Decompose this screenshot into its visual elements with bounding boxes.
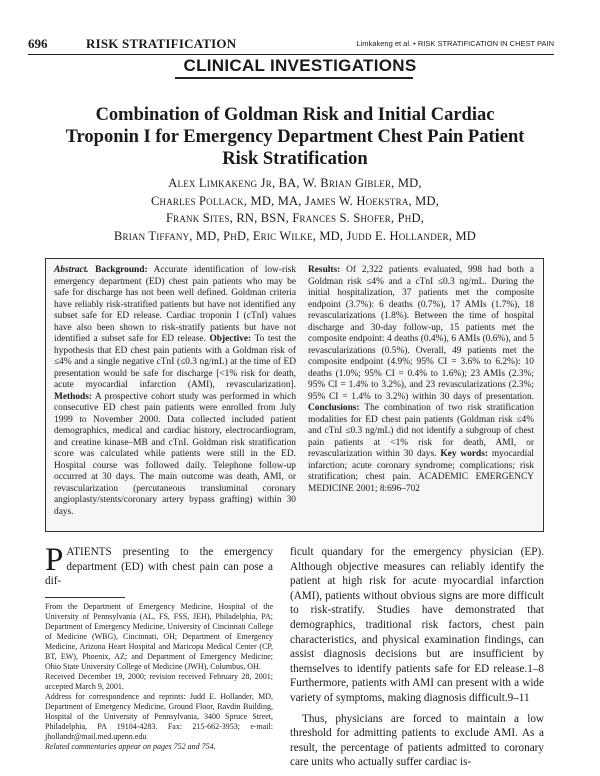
results-label: Results: <box>308 265 341 275</box>
background-label: Background: <box>95 265 148 275</box>
affiliation-text: From the Department of Emergency Medicine, Hospital of the University of Pennsylvania (AL, FS, FSS, JEH), Philadelphia, PA; Department of Emergency Medicine, University of Cincinnati College of Medicine (WBG), Cincinnati, OH; Department of Emergency Medicine, Arizona Heart Hospital and Maricopa Medical Center (CP, BT, EW), Phoenix, AZ; and Department of Emergency Medicine; Ohio State University College of Medicine (JWH), Columbus, OH. <box>45 601 273 671</box>
author-line: Brian Tiffany, MD, PhD, Eric Wilke, MD, Judd E. Hollander, MD <box>113 228 477 243</box>
running-head-left: RISK STRATIFICATION <box>86 36 237 51</box>
abstract-box <box>45 258 544 532</box>
intro-text: ATIENTS presenting to the emergency department (ED) with chest pain can pose a dif- <box>45 546 273 588</box>
body-column-right <box>290 545 544 770</box>
section-label: CLINICAL INVESTIGATIONS <box>183 56 417 75</box>
header-rule <box>28 54 554 55</box>
results-text: Of 2,322 patients evaluated, 998 had both a Goldman risk ≤4% and a cTnI ≤0.3 ng/mL. During the initial hospitalization, 37 patients met the composite endpoint (3.7%): 6 deaths (0.7%), 17 AMIs (1.7%), 18 revascularizations (1.8%). Between the time of hospital discharge and 30-day follow-up, 15 patients met the composite endpoint: 4 deaths (0.4%), 6 AMIs (0.6%), and 5 revascularizations (0.5%). Overall, 49 patients met the composite endpoint (4.9%; 95% CI = 3.6% to 6.2%): 10 deaths (1.0%; 95% CI = 0.4% to 1.6%); 23 AMIs (2.3%; 95% CI = 1.4% to 3.2%), and 23 revascularizations (2.3%; 95% CI = 1.4% to 3.2%) within 30 days of presentation. <box>308 265 534 402</box>
conclusions-text: The combination of two risk stratification modalities for ED chest pain patients (Goldman risk ≤4% and cTnI ≤0.3 ng/mL) did not identify a subgroup of chest pain patients at <1% risk for death, AMI, or revascularization within 30 days. <box>308 403 534 459</box>
methods-label: Methods: <box>54 391 93 402</box>
received-dates: Received December 19, 2000; revision received February 28, 2001; accepted March 9, 2001. <box>45 671 273 691</box>
objective-label: Objective: <box>209 334 252 344</box>
article-title: Combination of Goldman Risk and Initial Cardiac Troponin I for Emergency Department Chest Pain Patient Risk Stratification <box>65 105 525 169</box>
running-head-right: Limkakeng et al. • RISK STRATIFICATION IN CHEST PAIN <box>356 39 554 48</box>
methods-text: A prospective cohort study was performed in which consecutive ED chest pain patients were enrolled from July 1999 to November 2000. Data collected included patient demographics, medical and cardiac history, electrocardiogram, and creatine kinase–MB and cTnI. Goldman risk stratification score was calculated while patients were still in the ED. Hospital course was followed daily. Telephone follow-up occurred at 30 days. The main outcome was death, AMI, or revascularization (percutaneous transluminal coronary angioplasty/stents/coronary artery bypass grafting) within 30 days. <box>54 391 297 517</box>
objective-text: To test the hypothesis that ED chest pain patients with a Goldman risk of ≤4% and a single negative cTnI (≤0.3 ng/mL) at the time of ED presentation would be safe for discharge [<1% risk for death, acute myocardial infarction (AMI), revascularization]. <box>54 334 296 390</box>
related-commentaries: Related commentaries appear on pages 752 and 754. <box>45 741 216 751</box>
footnote-rule <box>45 597 125 598</box>
section-rule <box>175 77 413 79</box>
author-line: Alex Limkakeng Jr, BA, W. Brian Gibler, MD, <box>168 176 422 190</box>
correspondence-address: Address for correspondence and reprints: Judd E. Hollander, MD, Department of Emergency Medicine, Ground Floor, Ravdin Building, Hospital of the University of Pennsylvania, 3400 Spruce Street, Philadelphia, PA 19104-4283. Fax: 215-662-3953; e-mail: jhollandr@mail.med.upenn.edu <box>45 691 273 741</box>
page-number: 696 <box>28 36 48 51</box>
conclusions-label: Conclusions: <box>308 403 360 413</box>
keywords-text: myocardial infarction; acute coronary syndrome; complications; risk stratification; chest pain. ACADEMIC EMERGENCY MEDICINE 2001; 8:696–702 <box>308 449 535 494</box>
intro-paragraph <box>45 542 273 589</box>
keywords-label: Key words: <box>440 449 488 459</box>
body-column-left <box>45 542 273 752</box>
running-head <box>28 36 554 52</box>
body-paragraph: Thus, physicians are forced to maintain a low threshold for admitting patients to exclude AMI. As a result, the percentage of patients admitted to coronary care units who actually suffer cardiac is- <box>290 712 544 769</box>
drop-cap: P <box>45 542 64 578</box>
background-text: Accurate identification of low-risk emergency department (ED) chest pain patients who may be safe for discharge has not been well defined. Goldman criteria have reliably risk-stratified patients but have not identified any subset safe for ED release. Cardiac troponin I (cTnI) values have also been shown to risk-stratify patients but have not identified a subset safe for ED release. <box>54 265 297 344</box>
author-list <box>40 175 550 245</box>
affiliation-footnote <box>45 602 273 752</box>
abstract-label: Abstract. <box>54 265 89 275</box>
body-paragraph: ficult quandary for the emergency physician (EP). Although objective measures can reliably identify the patient at high risk for acute myocardial infarction (AMI), patients without obvious signs are more difficult to risk-stratify. Studies have demonstrated that demographics, traditional risk factors, chest pain characteristics, and physical examination findings, can assist diagnosis decisions but are insufficient by themselves to identify patients safe for ED release.1–8 Furthermore, patients with AMI can present with a wide variety of symptoms, making diagnosis difficult.9–11 <box>290 546 544 704</box>
author-line: Charles Pollack, MD, MA, James W. Hoekstra, MD, <box>150 193 440 208</box>
author-line: Frank Sites, RN, BSN, Frances S. Shofer, PhD, <box>165 211 425 225</box>
abstract-column-right <box>308 265 534 495</box>
abstract-column-left <box>54 265 296 518</box>
